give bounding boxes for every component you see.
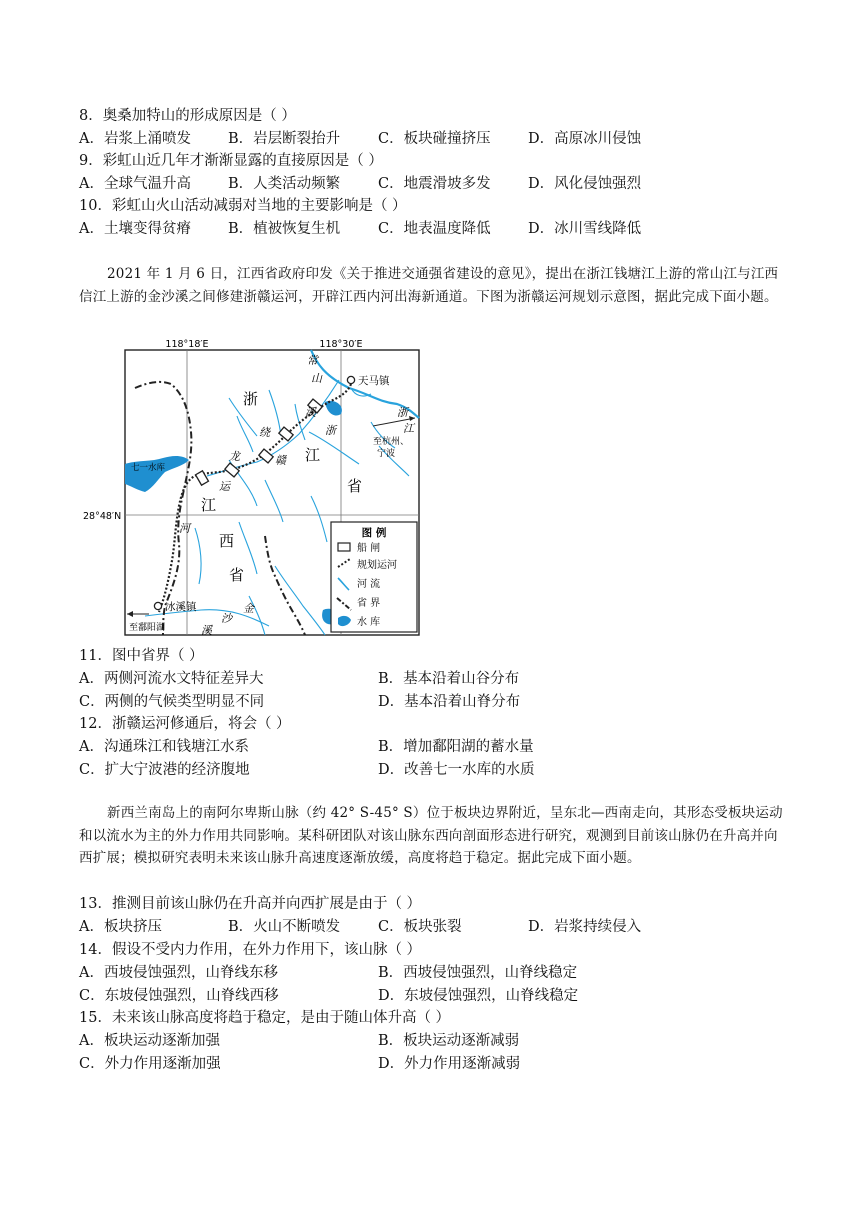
map-legend-lock-icon xyxy=(338,543,350,551)
canal-map xyxy=(79,336,424,638)
question-8-option-d[interactable]: D．高原冰川侵蚀 xyxy=(528,131,642,147)
map-label-canal-zhe: 浙 xyxy=(325,424,336,437)
passage-southern-alps: 新西兰南岛上的南阿尔卑斯山脉（约 42° S-45° S）位于板块边界附近，呈东北—西南走向，其形态受板块运动和以流水为主的外力作用共同影响。某科研团队对该山脉东西向剖面形态进行研究，观测到目前该山脉仍在升高并向西扩展；模拟研究表明未来该山脉升高速度逐渐放缓，高度将趋于稳定。据此完成下面小题。 xyxy=(79,805,783,866)
question-8-option-b[interactable]: B．岩层断裂抬升 xyxy=(228,131,341,147)
map-lat-label: 28°48′N xyxy=(83,511,122,522)
question-15-option-d[interactable]: D．外力作用逐渐减弱 xyxy=(378,1056,521,1072)
question-14-option-c[interactable]: C．东坡侵蚀强烈，山脊线西移 xyxy=(79,988,279,1004)
question-10-option-c[interactable]: C．地表温度降低 xyxy=(378,221,491,237)
question-8-option-a[interactable]: A．岩浆上涌喷发 xyxy=(79,131,191,147)
map-label-shan: 山 xyxy=(311,372,322,385)
question-11-option-b[interactable]: B．基本沿着山谷分布 xyxy=(378,671,520,687)
question-11-option-d[interactable]: D．基本沿着山脊分布 xyxy=(378,694,521,710)
question-14-option-b[interactable]: B．西坡侵蚀强烈，山脊线稳定 xyxy=(378,965,578,981)
question-13-option-d[interactable]: D．岩浆持续侵入 xyxy=(528,919,642,935)
map-legend-title: 图 例 xyxy=(361,527,387,539)
map-label-chang: 常 xyxy=(307,354,318,367)
map-label-jiang: 江 xyxy=(201,496,217,514)
question-13-option-b[interactable]: B．火山不断喷发 xyxy=(228,919,341,935)
question-9-option-b[interactable]: B．人类活动频繁 xyxy=(228,176,341,192)
question-12-option-c[interactable]: C．扩大宁波港的经济腹地 xyxy=(79,762,250,778)
map-lon-left-label: 118°18′E xyxy=(165,339,209,350)
map-label-xi: 西 xyxy=(219,532,235,550)
map-legend-canal: 规划运河 xyxy=(357,560,397,571)
map-reservoir-label: 七一水库 xyxy=(131,463,166,473)
map-label-river-jiang: 江 xyxy=(403,422,414,435)
map-label-zhe-sheng: 省 xyxy=(347,477,363,495)
question-11-stem: 11．图中省界（ ） xyxy=(79,648,204,664)
question-8-stem: 8．奥桑加特山的形成原因是（ ） xyxy=(79,108,296,124)
map-town-bingxi: 冰溪镇 xyxy=(165,601,197,613)
question-15-option-c[interactable]: C．外力作用逐渐加强 xyxy=(79,1056,221,1072)
question-11-option-c[interactable]: C．两侧的气候类型明显不同 xyxy=(79,694,265,710)
map-town-tianma: 天马镇 xyxy=(358,375,390,387)
question-13-option-a[interactable]: A．板块挤压 xyxy=(79,919,162,935)
question-13-stem: 13．推测目前该山脉仍在升高并向西扩展是由于（ ） xyxy=(79,896,422,912)
question-12-option-b[interactable]: B．增加鄱阳湖的蓄水量 xyxy=(378,739,534,755)
map-label-river-he: 河 xyxy=(179,522,190,535)
question-8-option-c[interactable]: C．板块碰撞挤压 xyxy=(378,131,491,147)
map-label-jin: 金 xyxy=(243,602,254,615)
question-9-option-d[interactable]: D．风化侵蚀强烈 xyxy=(528,176,642,192)
question-12-option-d[interactable]: D．改善七一水库的水质 xyxy=(378,762,535,778)
map-label-zhe-jiang: 江 xyxy=(305,446,321,464)
map-legend-river: 河 流 xyxy=(357,579,381,590)
question-10-option-b[interactable]: B．植被恢复生机 xyxy=(228,221,341,237)
map-to-poyang: 至鄱阳湖 xyxy=(129,623,166,633)
map-label-river-zhe: 浙 xyxy=(397,406,408,419)
map-legend xyxy=(331,522,417,632)
question-12-option-a[interactable]: A．沟通珠江和钱塘江水系 xyxy=(79,739,249,755)
question-13-option-c[interactable]: C．板块张裂 xyxy=(378,919,462,935)
map-label-zhe: 浙 xyxy=(243,390,259,408)
question-9-option-a[interactable]: A．全球气温升高 xyxy=(79,176,191,192)
map-to-hangzhou-1: 至杭州、 xyxy=(373,437,410,447)
map-legend-lock: 船 闸 xyxy=(357,543,381,554)
map-legend-reservoir: 水 库 xyxy=(357,617,381,628)
question-9-option-c[interactable]: C．地震滑坡多发 xyxy=(378,176,491,192)
map-to-hangzhou-2: 宁波 xyxy=(377,449,396,459)
passage-canal: 2021 年 1 月 6 日，江西省政府印发《关于推进交通强省建设的意见》，提出在浙江钱塘江上游的常山江与江西信江上游的金沙溪之间修建浙赣运河，开辟江西内河出海新通道。下图为浙赣运河规划示意图，据此完成下面小题。 xyxy=(79,266,779,305)
question-10-stem: 10．彩虹山火山活动减弱对当地的主要影响是（ ） xyxy=(79,198,407,214)
map-town-tianma-marker xyxy=(347,376,354,383)
question-14-stem: 14．假设不受内力作用，在外力作用下，该山脉（ ） xyxy=(79,942,422,958)
map-label-canal-gan: 赣 xyxy=(275,454,286,467)
question-10-option-d[interactable]: D．冰川雪线降低 xyxy=(528,221,642,237)
map-label-sheng: 省 xyxy=(229,566,245,584)
question-10-option-a[interactable]: A．土壤变得贫瘠 xyxy=(79,221,191,237)
map-town-bingxi-marker xyxy=(154,602,161,609)
map-label-xi-creek: 溪 xyxy=(201,624,212,637)
map-label-canal-xi: 溪 xyxy=(305,406,316,419)
question-14-option-a[interactable]: A．西坡侵蚀强烈，山脊线东移 xyxy=(79,965,278,981)
question-9-stem: 9．彩虹山近几年才渐渐显露的直接原因是（ ） xyxy=(79,153,383,169)
map-label-canal-yun: 运 xyxy=(219,480,230,493)
question-15-option-b[interactable]: B．板块运动逐渐减弱 xyxy=(378,1033,520,1049)
question-12-stem: 12．浙赣运河修通后，将会（ ） xyxy=(79,716,291,732)
map-label-canal-long: 龙 xyxy=(229,450,240,463)
map-label-sha: 沙 xyxy=(221,612,232,625)
question-11-option-a[interactable]: A．两侧河流水文特征差异大 xyxy=(79,671,264,687)
map-label-canal-rao: 绕 xyxy=(259,426,270,439)
map-legend-boundary: 省 界 xyxy=(357,598,381,609)
question-15-option-a[interactable]: A．板块运动逐渐加强 xyxy=(79,1033,220,1049)
question-14-option-d[interactable]: D．东坡侵蚀强烈，山脊线稳定 xyxy=(378,988,579,1004)
map-lon-right-label: 118°30′E xyxy=(319,339,363,350)
question-15-stem: 15．未来该山脉高度将趋于稳定，是由于随山体升高（ ） xyxy=(79,1010,451,1026)
